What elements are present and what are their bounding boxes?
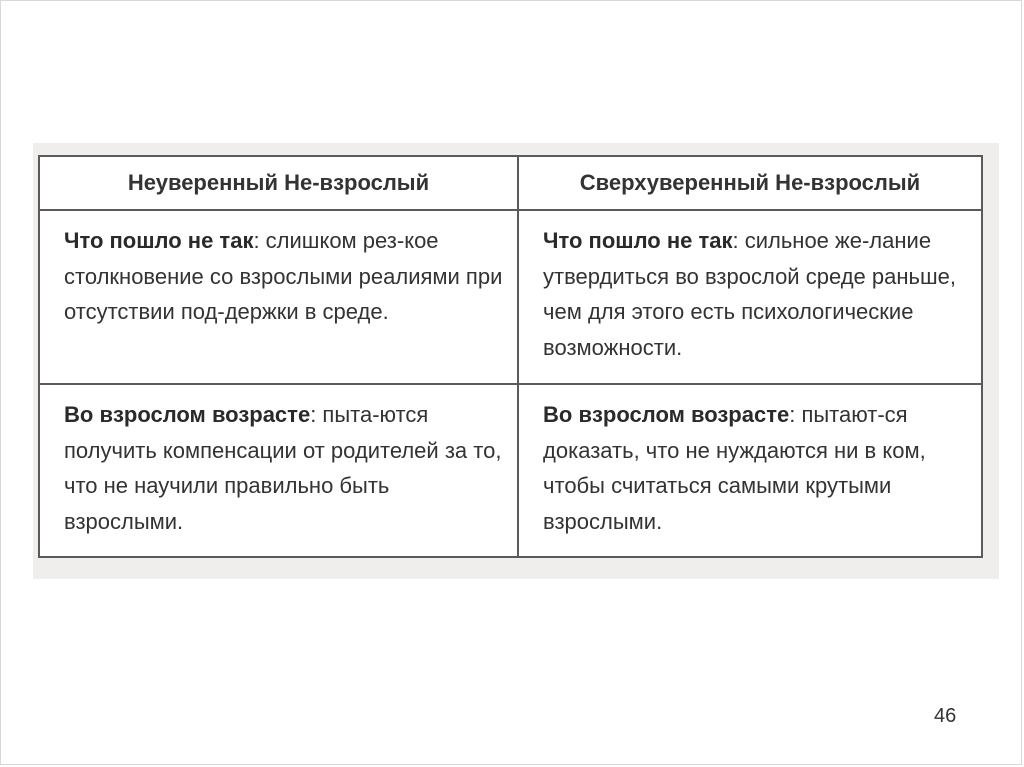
cell-lead-label: Во взрослом возрасте: [543, 402, 790, 427]
cell-unconfident-adult-age: [39, 384, 518, 557]
cell-overconfident-what-went-wrong: [518, 210, 982, 384]
header-overconfident-nonadult: Сверхуверенный Не-взрослый: [518, 156, 982, 210]
page-number: 46: [934, 705, 957, 727]
cell-text: : пыта-ются получить компенсации от родителей за то, что не научили правильно быть взрослыми.: [64, 402, 502, 534]
comparison-table: [38, 155, 983, 558]
table-wrap: [38, 155, 983, 558]
cell-text: : пытают-ся доказать, что не нуждаются ни в ком, чтобы считаться самыми крутыми взрослыми.: [543, 402, 926, 534]
table-row-what-went-wrong: [39, 210, 982, 384]
cell-text: : сильное же-лание утвердиться во взрослой среде раньше, чем для этого есть психологические возможности.: [543, 228, 956, 360]
cell-lead-label: Что пошло не так: [543, 228, 733, 253]
cell-unconfident-what-went-wrong: [39, 210, 518, 384]
table-row-adult-age: [39, 384, 982, 557]
table-header-row: [39, 156, 982, 210]
cell-lead-label: Что пошло не так: [64, 228, 254, 253]
cell-lead-label: Во взрослом возрасте: [64, 402, 311, 427]
cell-text: : слишком рез-кое столкновение со взрослыми реалиями при отсутствии под-держки в среде.: [64, 228, 503, 324]
cell-overconfident-adult-age: [518, 384, 982, 557]
header-unconfident-nonadult: Неуверенный Не-взрослый: [39, 156, 518, 210]
table-image-panel: [33, 143, 999, 579]
